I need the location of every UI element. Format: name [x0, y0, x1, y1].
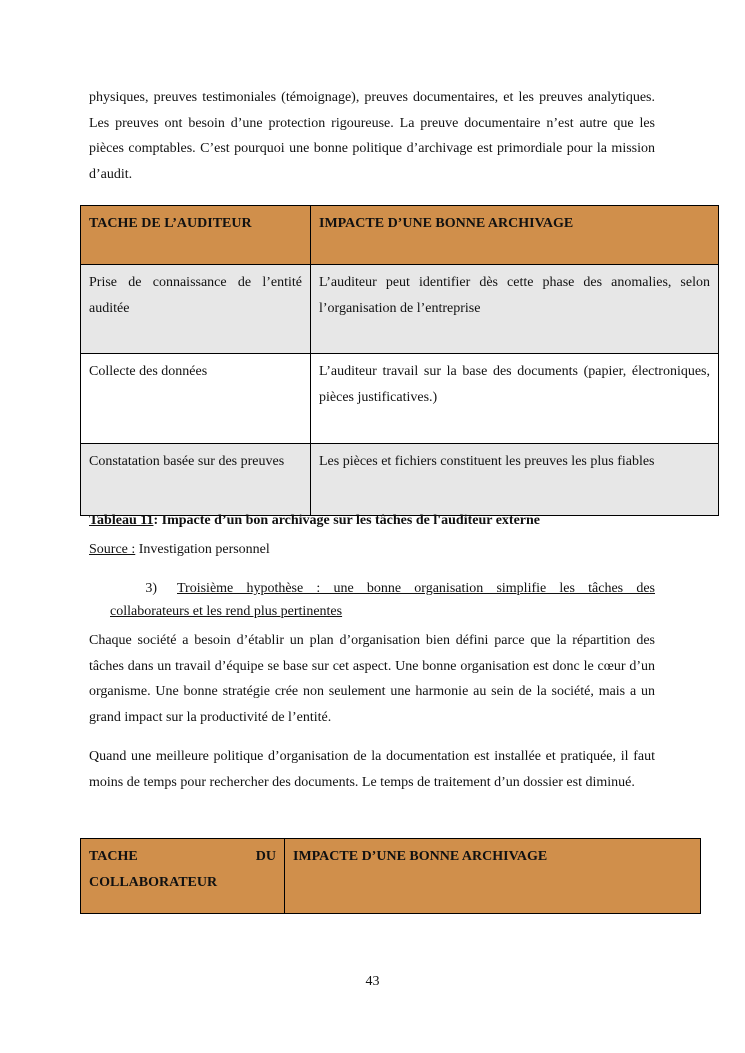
table-cell: Collecte des données	[81, 354, 311, 444]
table-cell: Prise de connaissance de l’entité auditée	[81, 265, 311, 354]
hypothesis-title-line2: collaborateurs et les rend plus pertinentes	[110, 604, 343, 619]
table-caption	[89, 512, 540, 530]
hypothesis-title-line1: Troisième hypothèse : une bonne organisation simplifie les tâches des	[177, 581, 655, 596]
source-text: Investigation personnel	[135, 542, 270, 557]
caption-label: Tableau 11	[89, 513, 154, 528]
auditor-tasks-table	[80, 205, 719, 516]
table-cell: L’auditeur peut identifier dès cette phase des anomalies, selon l’organisation de l’entreprise	[311, 265, 719, 354]
collaborator-tasks-table	[80, 838, 701, 914]
body-paragraph: Chaque société a besoin d’établir un plan d’organisation bien défini parce que la répartition des tâches dans un travail d’équipe se base sur cet aspect. Une bonne organisation est donc le cœur d’un organisme. Une bonne stratégie crée non seulement une harmonie au sein de la société, mais a un grand impact sur la productivité de l’entité.	[89, 633, 655, 726]
hypothesis-number: 3)	[145, 581, 157, 596]
table-row	[81, 444, 719, 516]
table-header-cell: IMPACTE D’UNE BONNE ARCHIVAGE	[311, 206, 719, 265]
caption-text: : Impacte d’un bon archivage sur les tâches de l'auditeur externe	[153, 513, 541, 528]
table-row	[81, 354, 719, 444]
body-paragraph: Quand une meilleure politique d’organisation de la documentation est installée et pratiquée, il faut moins de temps pour rechercher des documents. Le temps de traitement d’un dossier est diminué.	[89, 749, 655, 790]
table-cell: Constatation basée sur des preuves	[81, 444, 311, 516]
table-header-cell: IMPACTE D’UNE BONNE ARCHIVAGE	[285, 839, 701, 914]
source-label: Source :	[89, 542, 136, 557]
page-number: 43	[365, 974, 380, 989]
table-cell: L’auditeur travail sur la base des documents (papier, électroniques, pièces justificatives.)	[311, 354, 719, 444]
table-header-row	[81, 206, 719, 265]
intro-paragraph: physiques, preuves testimoniales (témoignage), preuves documentaires, et les preuves analytiques. Les preuves ont besoin d’une protection rigoureuse. La preuve documentaire n’est autre que les pièces comptables. C’est pourquoi une bonne politique d’archivage est primordiale pour la mission d’audit.	[89, 90, 655, 183]
table-header-cell: TACHE DE L’AUDITEUR	[81, 206, 311, 265]
table-header-row	[81, 839, 701, 914]
table-header-cell: TACHE DU COLLABORATEUR	[81, 839, 285, 914]
table-row	[81, 265, 719, 354]
table-cell: Les pièces et fichiers constituent les preuves les plus fiables	[311, 444, 719, 516]
source-line	[89, 541, 270, 559]
hypothesis-heading	[89, 577, 655, 623]
